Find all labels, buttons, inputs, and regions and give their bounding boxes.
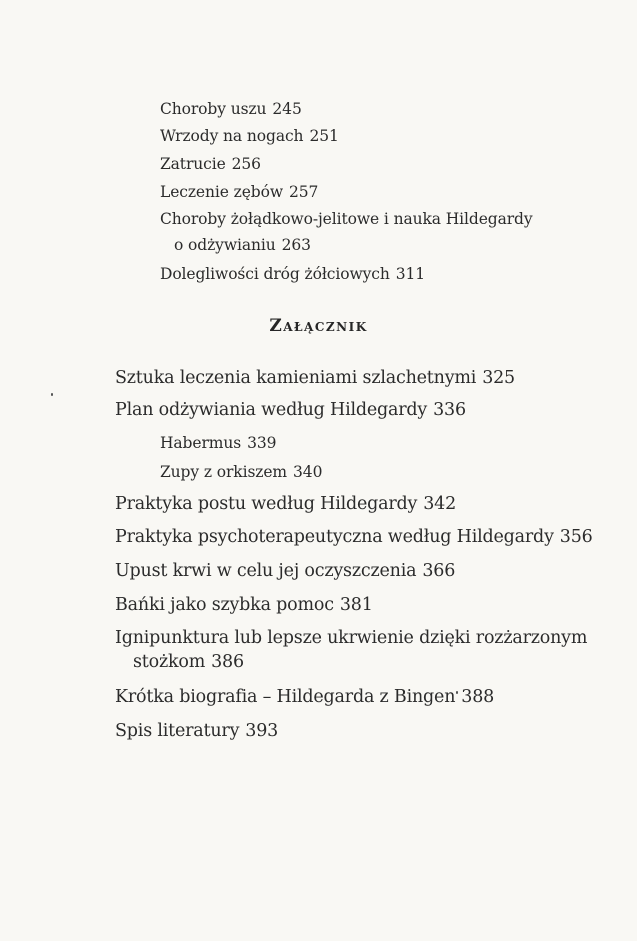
toc-entry-page: 325 bbox=[482, 368, 515, 388]
toc-entry bbox=[160, 155, 261, 173]
toc-entry-title: Zatrucie bbox=[160, 155, 226, 173]
toc-entry-page: 336 bbox=[433, 400, 466, 420]
toc-entry-page: 386 bbox=[211, 652, 244, 672]
toc-entry-title: Choroby żołądkowo-jelitowe i nauka Hildegardy bbox=[160, 210, 533, 228]
toc-entry-title: Upust krwi w celu jej oczyszczenia bbox=[115, 561, 417, 581]
toc-entry-page: 263 bbox=[281, 236, 311, 254]
toc-entry-title: Leczenie zębów bbox=[160, 183, 283, 201]
toc-entry-continuation bbox=[133, 652, 244, 672]
toc-entry-title: Dolegliwości dróg żółciowych bbox=[160, 265, 390, 283]
toc-entry-title: Krótka biografia – Hildegarda z Bingen bbox=[115, 687, 456, 707]
toc-entry-title: Plan odżywiania według Hildegardy bbox=[115, 400, 428, 420]
toc-entry bbox=[115, 595, 373, 615]
toc-entry-title: Bańki jako szybka pomoc bbox=[115, 595, 334, 615]
toc-entry bbox=[115, 400, 466, 420]
toc-entry-page: 393 bbox=[245, 721, 279, 741]
toc-entry-page: 257 bbox=[289, 183, 319, 201]
toc-entry-title: Habermus bbox=[160, 434, 242, 452]
toc-entry bbox=[115, 721, 278, 741]
scan-speck bbox=[51, 393, 53, 396]
toc-entry-page: 256 bbox=[231, 155, 261, 173]
toc-entry bbox=[160, 100, 302, 118]
toc-entry bbox=[160, 265, 425, 283]
toc-entry-page: 340 bbox=[293, 463, 323, 481]
toc-entry-page: 366 bbox=[422, 561, 456, 581]
toc-entry-page: 342 bbox=[423, 494, 457, 514]
toc-entry-page: 251 bbox=[309, 127, 339, 145]
toc-entry bbox=[160, 127, 339, 145]
toc-entry-title: Praktyka postu według Hildegardy bbox=[115, 494, 418, 514]
scan-speck bbox=[456, 691, 458, 694]
toc-entry bbox=[115, 494, 456, 514]
toc-entry-page: 311 bbox=[395, 265, 426, 283]
toc-entry-page: 339 bbox=[247, 434, 277, 452]
toc-entry-title: Wrzody na nogach bbox=[160, 127, 304, 145]
toc-entry bbox=[115, 368, 515, 388]
toc-entry bbox=[115, 561, 455, 581]
toc-entry-title-cont: stożkom bbox=[133, 652, 206, 672]
toc-entry bbox=[160, 210, 533, 228]
toc-entry bbox=[160, 183, 318, 201]
toc-entry-title: Ignipunktura lub lepsze ukrwienie dzięki rozżarzonym bbox=[115, 628, 588, 648]
toc-entry bbox=[160, 434, 276, 452]
toc-entry-page: 245 bbox=[272, 100, 302, 118]
toc-entry-page: 381 bbox=[339, 595, 373, 615]
toc-entry-page: 356 bbox=[559, 527, 593, 547]
toc-entry bbox=[115, 527, 593, 547]
toc-entry-continuation bbox=[174, 236, 311, 254]
toc-entry-title: Spis literatury bbox=[115, 721, 240, 741]
toc-entry-page: 388 bbox=[461, 687, 495, 707]
toc-entry-title: Sztuka leczenia kamieniami szlachetnymi bbox=[115, 368, 477, 388]
toc-entry bbox=[115, 687, 494, 707]
toc-entry bbox=[160, 463, 322, 481]
section-heading: Załącznik bbox=[269, 316, 368, 336]
toc-entry-title-cont: o odżywianiu bbox=[174, 236, 276, 254]
toc-entry-title: Praktyka psychoterapeutyczna według Hildegardy bbox=[115, 527, 554, 547]
toc-entry bbox=[115, 628, 587, 648]
toc-entry-title: Choroby uszu bbox=[160, 100, 267, 118]
toc-entry-title: Zupy z orkiszem bbox=[160, 463, 288, 481]
